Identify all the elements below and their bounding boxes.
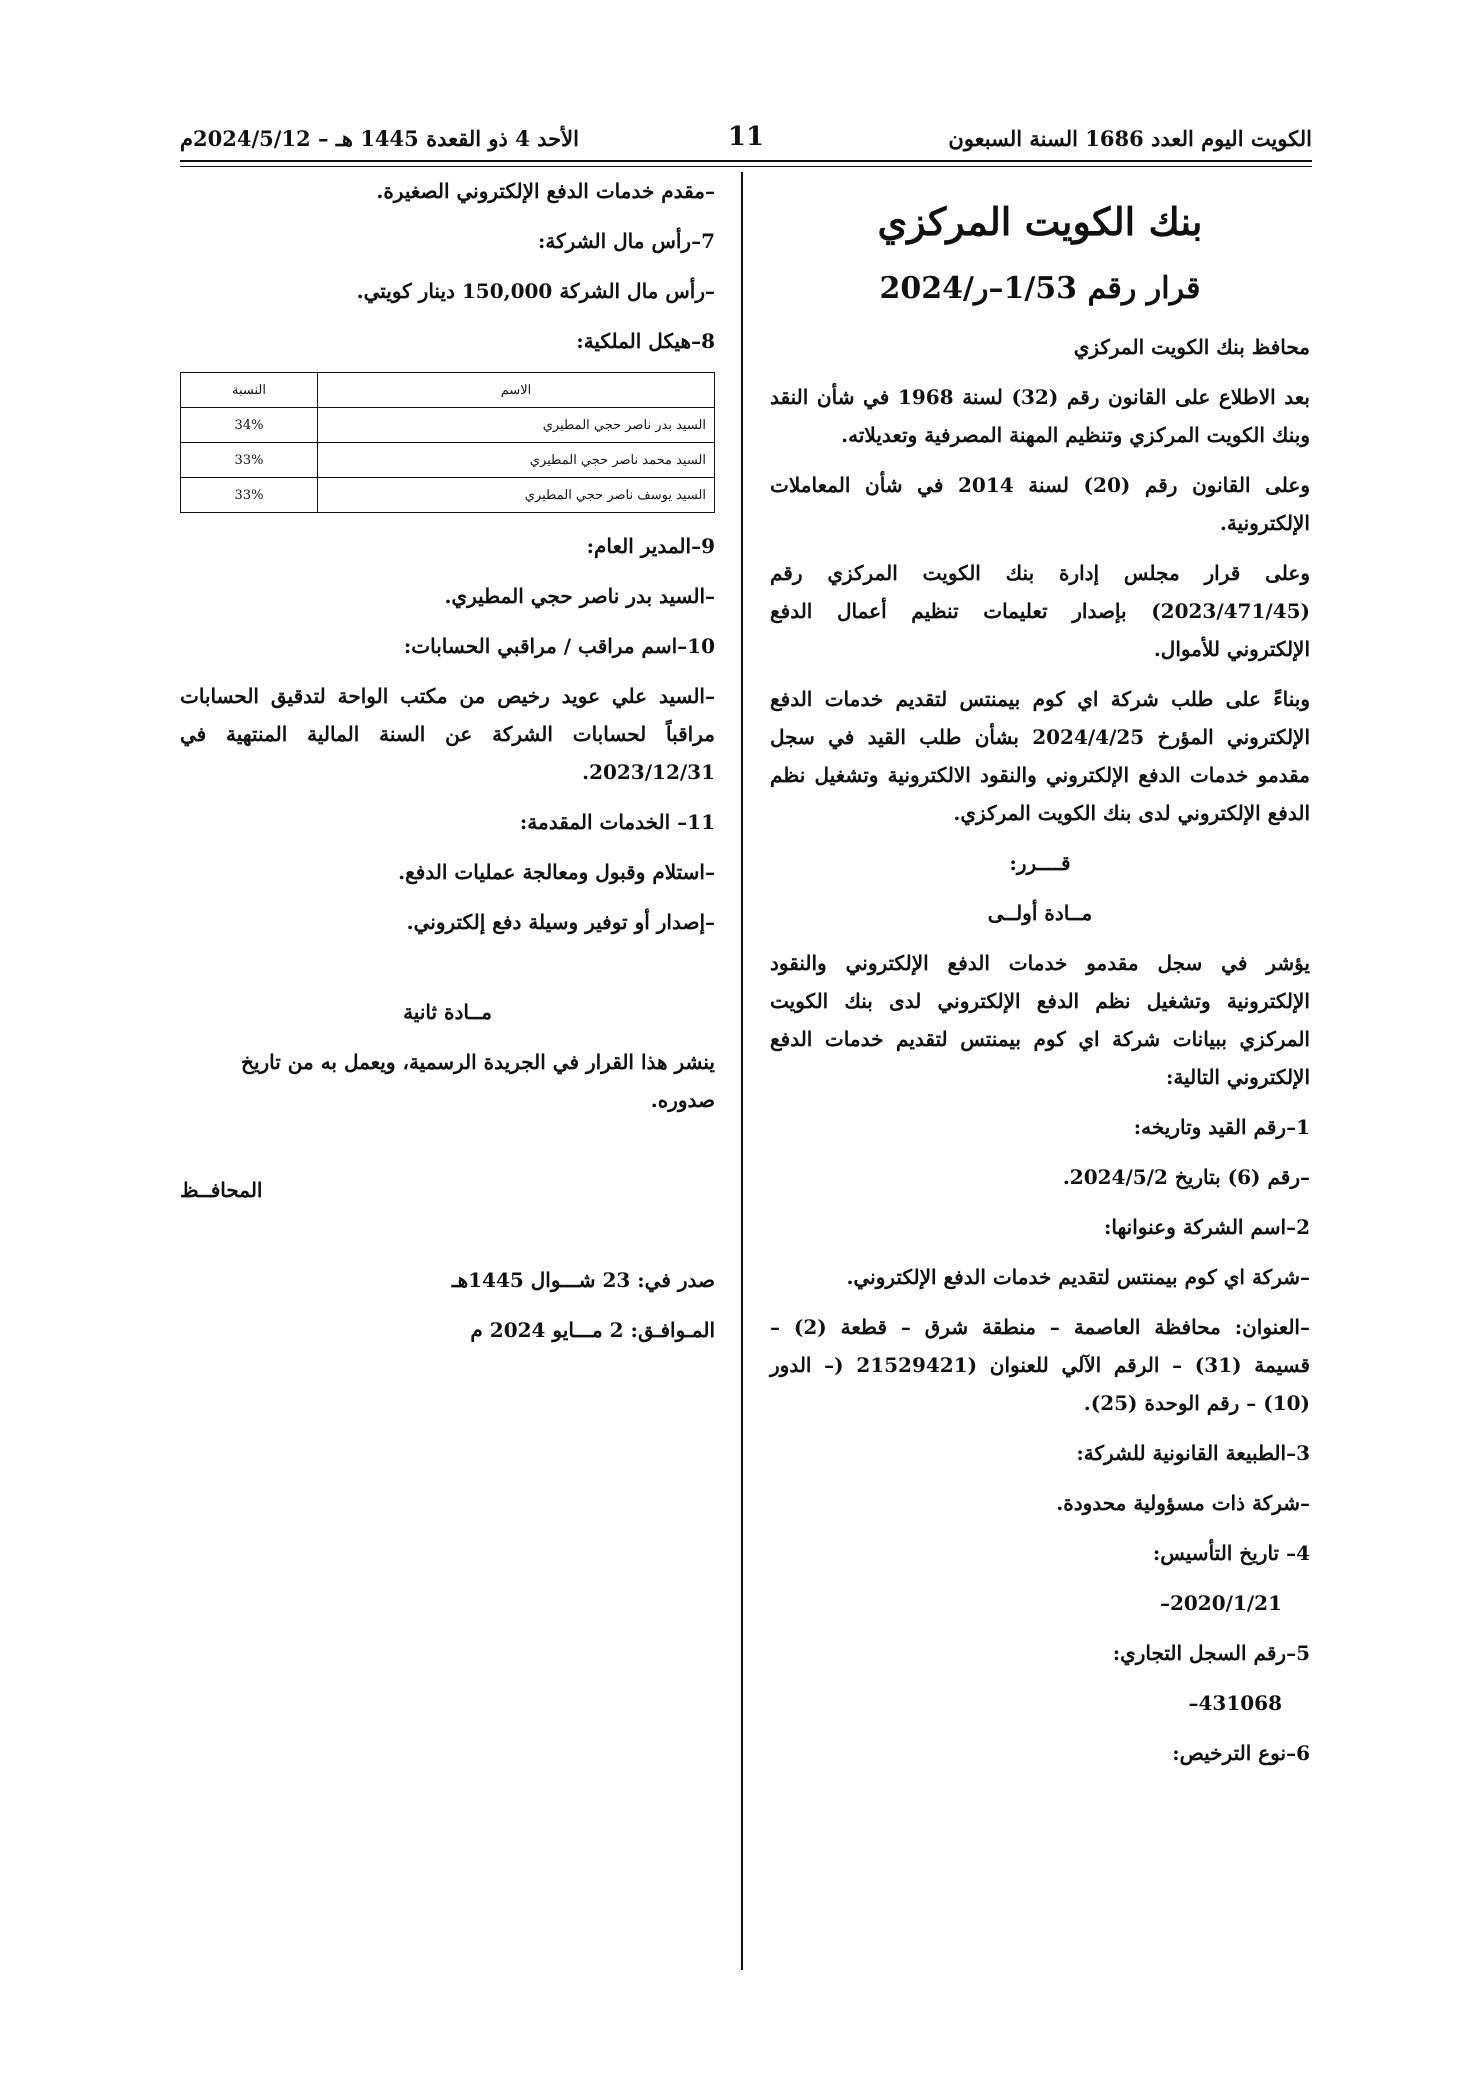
issue-date: الأحد 4 ذو القعدة 1445 هـ – 2024/5/12م xyxy=(180,126,579,151)
owner-share: 34% xyxy=(181,408,318,443)
owner-name: السيد بدر ناصر حجي المطيري xyxy=(318,408,715,443)
preamble-4: وبناءً على طلب شركة اي كوم بيمنتس لتقديم خدمات الدفع الإلكتروني المؤرخ 2024/4/25 بشأن طلب القيد في سجل مقدمو خدمات الدفع الإلكتروني والنقود الالكترونية وتشغيل نظم الدفع الإلكتروني لدى بنك الكويت المركزي. xyxy=(770,687,1311,825)
bank-title: بنك الكويت المركزي xyxy=(877,199,1203,244)
header-rule-thin xyxy=(180,166,1312,167)
preamble-2: وعلى القانون رقم (20) لسنة 2014 في شأن المعاملات الإلكترونية. xyxy=(770,473,1310,535)
table-row xyxy=(181,408,715,443)
corresponding-date: المـوافـق: 2 مـــايو 2024 م xyxy=(470,1318,715,1342)
owner-name: السيد محمد ناصر حجي المطيري xyxy=(318,443,715,478)
table-row xyxy=(181,478,715,513)
item-11-title: 11– الخدمات المقدمة: xyxy=(519,810,715,834)
item-1-value: –رقم (6) بتاريخ 2024/5/2. xyxy=(1062,1165,1310,1189)
item-11-value-1: –استلام وقبول ومعالجة عمليات الدفع. xyxy=(398,860,715,884)
column-divider xyxy=(741,172,743,1970)
page-header xyxy=(180,118,1312,162)
item-7-title: 7–رأس مال الشركة: xyxy=(538,229,715,253)
item-2-value-2: –العنوان: محافظة العاصمة – منطقة شرق – قطعة (2) – قسيمة (31) – الرقم الآلي للعنوان (21529421 (– الدور (10) – رقم الوحدة (25). xyxy=(770,1315,1310,1415)
item-8-title: 8–هيكل الملكية: xyxy=(576,329,715,353)
owner-share: 33% xyxy=(181,443,318,478)
owner-name: السيد يوسف ناصر حجي المطيري xyxy=(318,478,715,513)
right-column xyxy=(770,172,1310,1784)
decided-heading: قــــرر: xyxy=(1009,851,1071,875)
item-11-value-2: –إصدار أو توفير وسيلة دفع إلكتروني. xyxy=(406,910,715,934)
issuer: محافظ بنك الكويت المركزي xyxy=(1073,335,1310,359)
item-5-value: 431068– xyxy=(1188,1691,1282,1715)
item-2-value-1: –شركة اي كوم بيمنتس لتقديم خدمات الدفع الإلكتروني. xyxy=(846,1265,1310,1289)
article-2-text: ينشر هذا القرار في الجريدة الرسمية، ويعمل به من تاريخ صدوره. xyxy=(241,1050,715,1112)
table-row xyxy=(181,443,715,478)
decision-number: قرار رقم 1/53–ر/2024 xyxy=(879,271,1201,306)
issued-date: صدر في: 23 شـــوال 1445هـ xyxy=(451,1268,715,1292)
governor-signature: المحافــظ xyxy=(180,1178,263,1202)
table-header-row xyxy=(181,373,715,408)
issue-info: الكويت اليوم العدد 1686 السنة السبعون xyxy=(948,126,1312,151)
item-2-title: 2–اسم الشركة وعنوانها: xyxy=(1103,1215,1310,1239)
item-5-title: 5–رقم السجل التجاري: xyxy=(1112,1641,1310,1665)
item-6-value: –مقدم خدمات الدفع الإلكتروني الصغيرة. xyxy=(376,179,715,203)
item-9-value: –السيد بدر ناصر حجي المطيري. xyxy=(444,584,715,608)
item-6-title: 6–نوع الترخيص: xyxy=(1172,1741,1310,1765)
item-10-value: –السيد علي عويد رخيص من مكتب الواحة لتدقيق الحسابات مراقباً لحسابات الشركة عن السنة المالية المنتهية في 2023/12/31. xyxy=(180,684,715,784)
item-7-value: –رأس مال الشركة 150,000 دينار كويتي. xyxy=(356,279,715,303)
article-2-title: مــادة ثانية xyxy=(403,1000,492,1024)
item-3-title: 3–الطبيعة القانونية للشركة: xyxy=(1076,1441,1310,1465)
column-header-name: الاسم xyxy=(318,373,715,408)
preamble-1: بعد الاطلاع على القانون رقم (32) لسنة 1968 في شأن النقد وبنك الكويت المركزي وتنظيم المهنة المصرفية وتعديلاته. xyxy=(770,385,1310,447)
item-9-title: 9–المدير العام: xyxy=(586,534,715,558)
item-1-title: 1–رقم القيد وتاريخه: xyxy=(1133,1115,1310,1139)
item-4-title: 4– تاريخ التأسيس: xyxy=(1152,1541,1310,1565)
header-rule-thick xyxy=(180,160,1312,162)
item-4-value: 2020/1/21– xyxy=(1159,1591,1282,1615)
ownership-table xyxy=(180,372,715,513)
page-number: 11 xyxy=(727,122,765,152)
column-header-share: النسبة xyxy=(181,373,318,408)
article-1-title: مــادة أولــى xyxy=(987,901,1093,925)
left-column xyxy=(180,172,715,1361)
owner-share: 33% xyxy=(181,478,318,513)
item-10-title: 10–اسم مراقب / مراقبي الحسابات: xyxy=(403,634,715,658)
article-1-text: يؤشر في سجل مقدمو خدمات الدفع الإلكتروني والنقود الإلكترونية وتشغيل نظم الدفع الإلكتروني لدى بنك الكويت المركزي ببيانات شركة اي كوم بيمنتس لتقديم خدمات الدفع الإلكتروني التالية: xyxy=(770,951,1310,1089)
preamble-3: وعلى قرار مجلس إدارة بنك الكويت المركزي رقم (2023/471/45) بإصدار تعليمات تنظيم أعمال الدفع الإلكتروني للأموال. xyxy=(770,561,1310,661)
item-3-value: –شركة ذات مسؤولية محدودة. xyxy=(1056,1491,1310,1515)
